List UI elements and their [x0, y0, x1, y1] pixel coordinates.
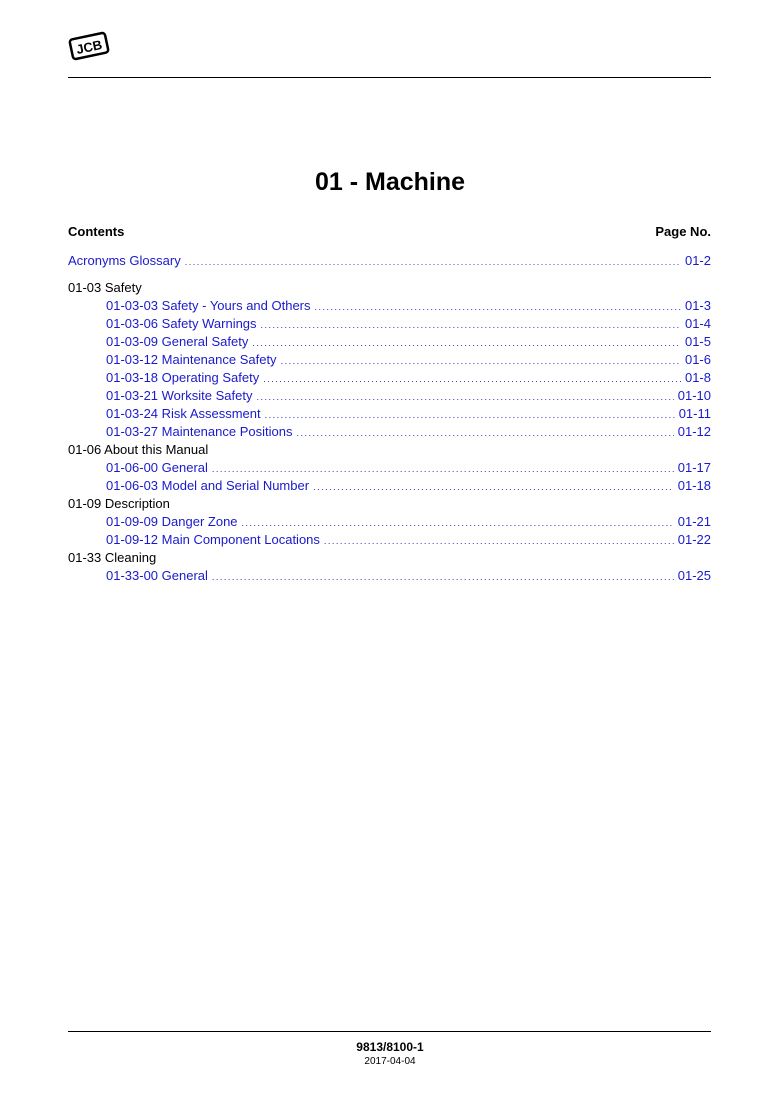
toc-section-heading: 01-06 About this Manual: [68, 442, 209, 457]
toc-entry-page: 01-22: [677, 532, 711, 547]
toc-entry-page: 01-4: [684, 316, 711, 331]
toc-entry-page: 01-5: [684, 334, 711, 349]
toc-entry-page: 01-6: [684, 352, 711, 367]
toc-entry[interactable]: [68, 387, 711, 405]
toc-entry-page: 01-17: [677, 460, 711, 475]
toc-entry[interactable]: [68, 333, 711, 351]
toc-entry-label: 01-09-09 Danger Zone: [106, 514, 238, 529]
contents-header: [68, 224, 711, 242]
toc-section-heading: 01-09 Description: [68, 496, 170, 511]
toc-entry[interactable]: [68, 477, 711, 495]
toc-entry[interactable]: [68, 351, 711, 369]
toc-entry-page: 01-10: [677, 388, 711, 403]
footer-rule: [68, 1031, 711, 1032]
toc-entry-acronyms-glossary[interactable]: [68, 252, 711, 270]
document-date: 2017-04-04: [364, 1056, 416, 1067]
toc-entry-page: 01-8: [684, 370, 711, 385]
toc-entry-label: 01-03-24 Risk Assessment: [106, 406, 261, 421]
page-no-label: Page No.: [655, 224, 711, 239]
leader-dots: [252, 334, 681, 352]
leader-dots: [324, 532, 674, 550]
leader-dots: [242, 514, 674, 532]
toc-section-heading: 01-03 Safety: [68, 280, 142, 295]
leader-dots: [296, 424, 673, 442]
toc-entry-page: 01-21: [677, 514, 711, 529]
toc-entry[interactable]: [68, 369, 711, 387]
toc-entry-page: 01-18: [677, 478, 711, 493]
leader-dots: [263, 370, 681, 388]
toc-section-heading: 01-33 Cleaning: [68, 550, 157, 565]
toc-entry-label: 01-03-12 Maintenance Safety: [106, 352, 277, 367]
toc-entry-page: 01-3: [684, 298, 711, 313]
toc-entry-page: 01-11: [678, 406, 711, 421]
leader-dots: [315, 298, 681, 316]
toc-entry-label: 01-03-06 Safety Warnings: [106, 316, 257, 331]
toc-entry-label: 01-33-00 General: [106, 568, 208, 583]
toc-entry[interactable]: [68, 531, 711, 549]
leader-dots: [185, 253, 681, 271]
toc-entry-label: 01-03-27 Maintenance Positions: [106, 424, 293, 439]
leader-dots: [281, 352, 681, 370]
toc-entry-label: 01-03-21 Worksite Safety: [106, 388, 253, 403]
toc-entry-label: 01-03-09 General Safety: [106, 334, 249, 349]
contents-label: Contents: [68, 224, 125, 239]
header-rule: [68, 77, 711, 78]
toc-entry-label: 01-09-12 Main Component Locations: [106, 532, 320, 547]
toc-entry-page: 01-2: [684, 253, 711, 268]
jcb-logo: [68, 28, 110, 64]
toc-entry-page: 01-25: [677, 568, 711, 583]
toc-entry-label: 01-03-18 Operating Safety: [106, 370, 260, 385]
toc-entry[interactable]: [68, 405, 711, 423]
document-number: 9813/8100-1: [356, 1040, 424, 1054]
toc-entry[interactable]: [68, 513, 711, 531]
page-title: 01 - Machine: [314, 168, 466, 196]
jcb-logo-text: JCB: [74, 36, 104, 58]
toc-entry-page: 01-12: [677, 424, 711, 439]
leader-dots: [265, 406, 675, 424]
table-of-contents: [68, 252, 711, 585]
toc-entry[interactable]: [68, 567, 711, 585]
leader-dots: [212, 568, 674, 586]
leader-dots: [256, 388, 673, 406]
toc-entry-label: 01-03-03 Safety - Yours and Others: [106, 298, 311, 313]
toc-entry-label: Acronyms Glossary: [68, 253, 181, 268]
leader-dots: [261, 316, 681, 334]
leader-dots: [212, 460, 674, 478]
toc-entry-label: 01-06-03 Model and Serial Number: [106, 478, 310, 493]
toc-entry[interactable]: [68, 423, 711, 441]
toc-entry[interactable]: [68, 315, 711, 333]
leader-dots: [313, 478, 674, 496]
toc-entry[interactable]: [68, 297, 711, 315]
toc-entry[interactable]: [68, 459, 711, 477]
toc-entry-label: 01-06-00 General: [106, 460, 208, 475]
